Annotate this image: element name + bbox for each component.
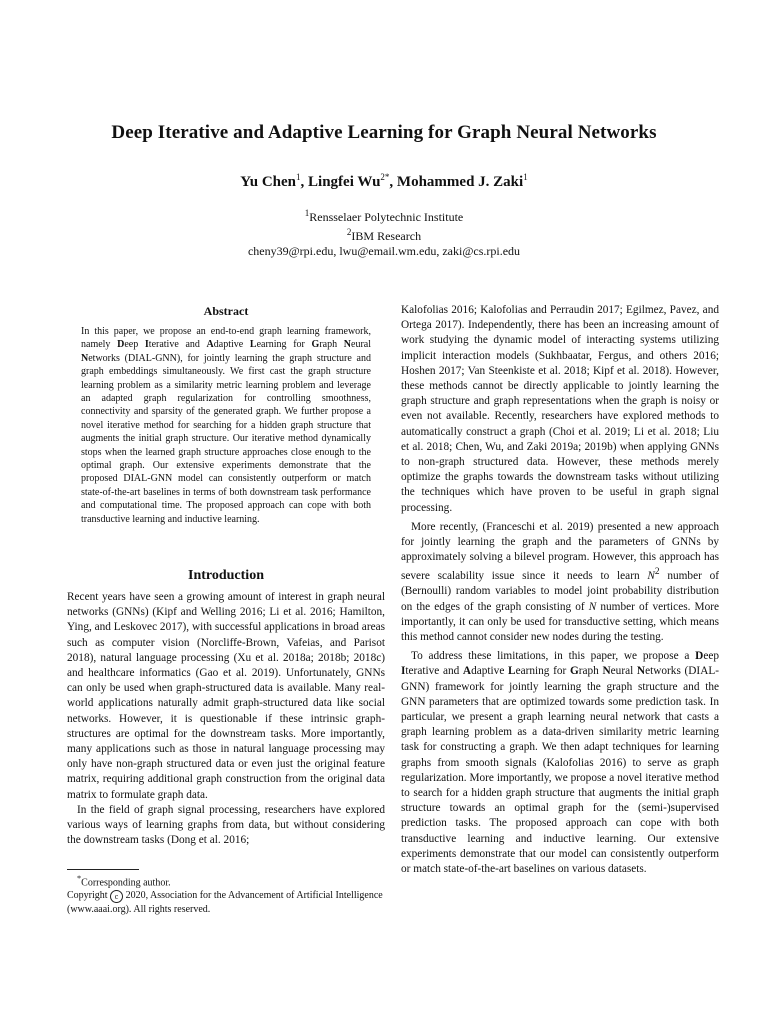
author-affil-sup: 1: [296, 172, 301, 182]
abstract-text: raph: [319, 339, 344, 351]
acronym-letter: N: [636, 665, 646, 678]
author-name: Mohammed J. Zaki: [396, 174, 524, 190]
author-name: Yu Chen: [240, 174, 297, 190]
abstract-body: [81, 325, 371, 526]
affiliation-text: IBM Research: [351, 229, 422, 243]
paper-title: Deep Iterative and Adaptive Learning for Graph Neural Networks: [111, 122, 657, 143]
author-list: [0, 172, 768, 191]
footnote-text: Corresponding author.: [81, 877, 171, 889]
acronym-letter: D: [117, 339, 125, 351]
author-name: Lingfei Wu: [308, 174, 381, 190]
author-emails: cheny39@rpi.edu, lwu@email.wm.edu, zaki@cs.rpi.edu: [247, 244, 521, 258]
footnote-rule: [67, 869, 139, 870]
paragraph: Recent years have seen a growing amount of interest in graph neural networks (GNNs) (Kipf and Welling 2016; Li et al. 2016; Hamilton, Ying, and Leskovec 2017), with successful applications in broad areas such as computer vision (Norcliffe-Brown, Vafeias, and Parisot 2018), natural language processing (Xu et al. 2018a; 2018b; 2018c) and healthcare informatics (Gao et al. 2019). Unfortunately, GNNs can only be used when graph-structured data is available. Many real-world applications naturally admit graph-structured data like social networks. However, it is questionable if these intrinsic graph-structures are optimal for the downstream tasks. More importantly, many applications such as those in natural language processing may only have non-graph structured data or even just the original feature matrix, requiring additional graph construction from the original data matrix to formulate graph data.: [67, 591, 385, 801]
acronym-letter: I: [401, 665, 406, 678]
paragraph-text: number of (Bernoulli) random variables to model joint probability distribution on the edges of the graph consisting of: [401, 570, 719, 613]
acronym-letter: N: [602, 665, 611, 678]
abstract-text: In this paper, we propose an end-to-end graph learning framework, namely: [81, 326, 371, 351]
math-exponent: 2: [654, 567, 660, 578]
abstract-text: eep: [124, 339, 145, 351]
paragraph: In the field of graph signal processing, researchers have explored various ways of learning graphs from data, but without considering the downstream tasks (Dong et al. 2016;: [67, 803, 385, 847]
abstract-text: earning for: [256, 339, 312, 351]
paragraph: Kalofolias 2016; Kalofolias and Perraudin 2017; Egilmez, Pavez, and Ortega 2017). Independently, there has been an increasing amount of work studying the dynamic model of interacting systems utilizing implicit interaction models (Sukhbaatar, Fergus, and others 2016; Hoshen 2017; Van Steenkiste et al. 2018; Kipf et al. 2018). However, these methods cannot be directly applicable to jointly learning the graph structure and graph representations when the graph is noisy or even not available. Recently, researchers have explored methods to automatically construct a graph (Choi et al. 2019; Li et al. 2018; Liu et al. 2018; Chen, Wu, and Zaki 2019a; 2019b) when applying GNNs to non-graph structured data. However, these methods merely optimize the graphs towards the downstream tasks without utilizing the techniques which have proven to be useful in graph signal processing.: [401, 304, 719, 514]
paragraph-text: earning for: [515, 665, 570, 678]
corresponding-note: [67, 872, 385, 889]
introduction-left-column: [67, 590, 385, 848]
paragraph-text: raph: [578, 665, 603, 678]
paragraph-text: To address these limitations, in this paper, we propose a: [411, 650, 696, 663]
author-affil-sup: 1: [523, 172, 528, 182]
footnote-sup: *: [77, 874, 82, 883]
copyright-text: Copyright: [67, 890, 111, 902]
abstract-text: daptive: [213, 339, 250, 351]
paragraph-text: More recently, (Franceschi et al. 2019) presented a new approach for jointly learning the graph and the parameters of GNNs by approximately solving a bilevel program. However, this approach has severe scalability issue since it needs to learn: [401, 520, 719, 583]
paragraph: [401, 649, 719, 877]
paragraph-text: terative and: [405, 665, 463, 678]
paragraph-text: number of vertices. More importantly, it can only be used for transductive setting, which means this method cannot consider new nodes during the testing.: [401, 600, 719, 644]
acronym-letter: A: [206, 339, 214, 351]
paragraph-text: eural: [610, 665, 637, 678]
affiliation-sup: 1: [304, 208, 310, 218]
acronym-letter: D: [695, 650, 704, 663]
copyright-icon: c: [110, 890, 123, 903]
author-separator: ,: [389, 174, 397, 190]
acronym-letter: G: [569, 665, 579, 678]
abstract-heading: Abstract: [203, 304, 249, 318]
right-column: [401, 303, 719, 877]
affiliation-line: [0, 225, 768, 244]
abstract-text: terative and: [148, 339, 207, 351]
affiliation-sup: 2: [346, 227, 352, 237]
paragraph-text: etworks (DIAL-GNN) framework for jointly learning the graph structure and the GNN parameters that are optimized towards some prediction task. In particular, we present a graph learning neural network that casts a graph learning problem as a data-driven similarity metric learning task for constructing a graph. We then adapt techniques for learning graphs from smooth signals (Kalofolias 2016) to serve as graph regularization. More importantly, we propose a novel iterative method to search for a hidden graph structure that augments the initial graph structure towards an optimal graph for the (semi-)supervised prediction tasks. The proposed approach can cope with both transductive learning and inductive learning. Our extensive experiments demonstrate that our model can consistently outperform or match state-of-the-art baselines on various datasets.: [401, 665, 720, 876]
affiliation-text: Rensselaer Polytechnic Institute: [309, 210, 464, 224]
acronym-letter: L: [249, 339, 257, 351]
acronym-letter: G: [311, 339, 320, 351]
paragraph-text: eep: [703, 650, 719, 663]
author-affil-sup: 2*: [380, 172, 390, 182]
footnote: [67, 872, 385, 916]
acronym-letter: A: [462, 665, 472, 678]
abstract-text: etworks (DIAL-GNN), for jointly learning the graph structure and graph embeddings simultaneously. We first cast the graph structure learning problem as a similarity metric learning problem and leverage an adapted graph regularization for controlling smoothness, connectivity and sparsity of the generated graph. We further propose a novel iterative method for searching for a hidden graph structure that augments the initial graph structure. Our iterative method dynamically stops when the learned graph structure approaches close enough to the optimal graph. Our extensive experiments demonstrate that the proposed DIAL-GNN model can consistently outperform or match state-of-the-art baselines in terms of both downstream task performance and computational time. The proposed approach can cope with both transductive learning and inductive learning.: [81, 352, 371, 525]
acronym-letter: L: [508, 665, 516, 678]
author-separator: ,: [300, 174, 309, 190]
copyright-text: 2020, Association for the Advancement of Artificial Intelligence (www.aaai.org). All rights reserved.: [67, 890, 383, 916]
abstract-text: eural: [351, 339, 371, 351]
affiliation-line: [0, 206, 768, 225]
acronym-letter: N: [81, 352, 89, 364]
paragraph: [401, 520, 719, 645]
paragraph-text: daptive: [471, 665, 509, 678]
math-symbol: N: [588, 600, 597, 613]
math-symbol: N: [647, 570, 655, 583]
affiliations: [0, 206, 768, 259]
introduction-heading: Introduction: [188, 568, 264, 583]
copyright-note: [67, 889, 385, 916]
acronym-letter: N: [343, 339, 351, 351]
acronym-letter: I: [144, 339, 149, 351]
